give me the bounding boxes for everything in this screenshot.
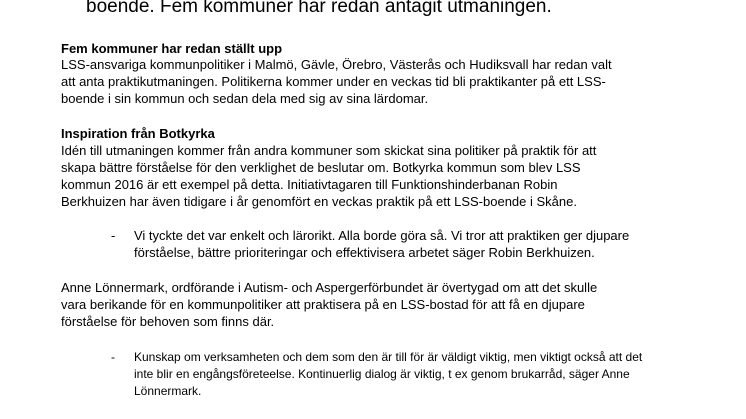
para3-line-2: vara berikande för en kommunpolitiker att praktisera på en LSS-bostad för att få en djupare bbox=[61, 297, 585, 312]
section1-line-2: att anta praktikutmaningen. Politikerna kommer under en veckas tid bli praktikanter på ett LSS- bbox=[61, 74, 606, 89]
quote2-dash: - bbox=[111, 350, 115, 364]
quote2-line-3: Lönnermark. bbox=[134, 384, 202, 398]
quote1-line-2: förståelse, bättre prioriteringar och effektivisera arbetet säger Robin Berkhuizen. bbox=[134, 245, 595, 260]
section2-line-3: kommun 2016 är ett exempel på detta. Initiativtagaren till Funktionshinderbanan Robin bbox=[61, 177, 558, 192]
para3-line-3: förståelse för behoven som finns där. bbox=[61, 314, 275, 329]
quote1-line-1: Vi tyckte det var enkelt och lärorikt. Alla borde göra så. Vi tror att praktiken ger djupare bbox=[134, 228, 630, 243]
section2-line-2: skapa bättre förståelse för den verklighet de beslutar om. Botkyrka kommun som blev LSS bbox=[61, 160, 581, 175]
section1-line-1: LSS-ansvariga kommunpolitiker i Malmö, Gävle, Örebro, Västerås och Hudiksvall har redan valt bbox=[61, 57, 612, 72]
quote1-dash: - bbox=[111, 228, 116, 243]
section2-heading: Inspiration från Botkyrka bbox=[61, 126, 215, 141]
quote2-line-2: inte blir en engångsföreteelse. Kontinuerlig dialog är viktig, t ex genom brukarråd, säger Anne bbox=[134, 367, 630, 381]
section1-heading: Fem kommuner har redan ställt upp bbox=[61, 41, 283, 56]
section2-line-1: Idén till utmaningen kommer från andra kommuner som skickat sina politiker på praktik för att bbox=[61, 143, 597, 158]
section2-line-4: Berkhuizen har även tidigare i år genomfört en veckas praktik på ett LSS-boende i Skåne. bbox=[61, 194, 577, 209]
quote2-line-1: Kunskap om verksamheten och dem som den är till för är väldigt viktig, men viktigt också att det bbox=[134, 350, 643, 364]
section1-line-3: boende i sin kommun och sedan dela med sig av sina lärdomar. bbox=[61, 91, 429, 106]
intro-tail: boende. Fem kommuner har redan antagit utmaningen. bbox=[86, 0, 552, 17]
para3-line-1: Anne Lönnermark, ordförande i Autism- och Aspergerförbundet är övertygad om att det skulle bbox=[61, 280, 598, 295]
